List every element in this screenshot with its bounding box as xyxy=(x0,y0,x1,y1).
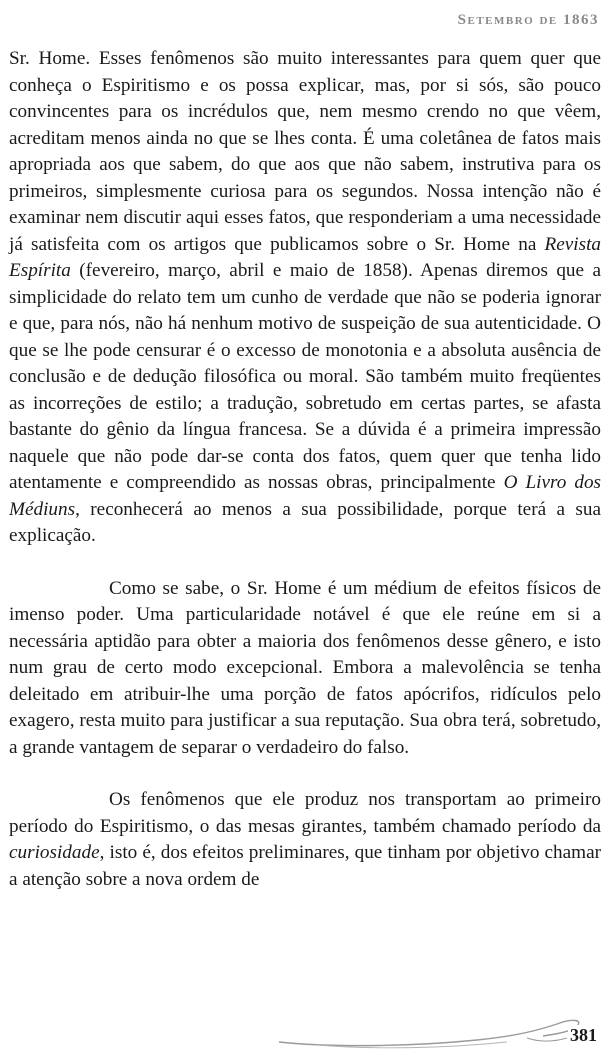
paragraph-3-text-a: Os fenômenos que ele produz nos transportam ao primeiro período do Espiritismo, o das mesas girantes, também chamado período da xyxy=(9,789,601,837)
running-header: Setembro de 1863 xyxy=(457,12,599,28)
paragraph-1-text-a: Sr. Home. Esses fenômenos são muito interessantes para quem quer que conheça o Espiritismo e os possa explicar, mas, por si sós, são pouco convincentes para os incrédulos que, nem mesmo crendo no que vêem, acreditam menos ainda no que se lhes conta. É uma coletânea de fatos mais apropriada aos que sabem, do que aos que não sabem, instrutiva para os primeiros, simplesmente curiosa para os segundos. Nossa intenção não é examinar nem discutir aqui esses fatos, que responderiam a uma necessidade já satisfeita com os artigos que publicamos sobre o Sr. Home na xyxy=(9,48,601,255)
italic-curiosidade: curiosidade xyxy=(9,842,100,863)
paragraph-1-text-c: , reconhecerá ao menos a sua possibilidade, porque terá a sua explicação. xyxy=(9,498,601,546)
paragraph-2: Como se sabe, o Sr. Home é um médium de efeitos físicos de imenso poder. Uma particularidade notável é que ele reúne em si a necessária aptidão para obter a maioria dos fenômenos desse gênero, e isto num grau de certo modo excepcional. Embora a malevolência se tenha deleitado em atribuir-lhe uma porção de fatos apócrifos, ridículos pelo exagero, resta muito para justificar a sua reputação. Sua obra terá, sobretudo, a grande vantagem de separar o verdadeiro do falso. xyxy=(9,577,601,758)
page-number: 381 xyxy=(570,1025,597,1045)
paragraph-1-text-b: (fevereiro, março, abril e maio de 1858). Apenas diremos que a simplicidade do relato tem um cunho de verdade que não se poderia ignorar e que, para nós, não há nenhum motivo de suspeição de sua autenticidade. O que se lhe pode censurar é o excesso de monotonia e a absoluta ausência de conclusão e de dedução filosófica ou moral. São também muito freqüentes as incorreções de estilo; a tradução, sobretudo em certas partes, se afasta bastante do gênio da língua francesa. Se a dúvida é a primeira impressão naquele que não pode dar-se conta dos fatos, quem quer que tenha lido atentamente e compreendido as nossas obras, principalmente xyxy=(9,260,601,493)
italic-livro-dos-mediuns: O Livro dos Médiuns xyxy=(9,472,601,520)
paragraph-3 xyxy=(9,787,601,893)
body-text xyxy=(9,46,601,893)
paragraph-3-text-b: , isto é, dos efeitos preliminares, que tinham por objetivo chamar a atenção sobre a nova ordem de xyxy=(9,842,601,890)
flourish-ornament-icon xyxy=(277,1012,597,1052)
italic-revista-espirita: Revista Espírita xyxy=(9,233,601,281)
paragraph-1 xyxy=(9,46,601,550)
